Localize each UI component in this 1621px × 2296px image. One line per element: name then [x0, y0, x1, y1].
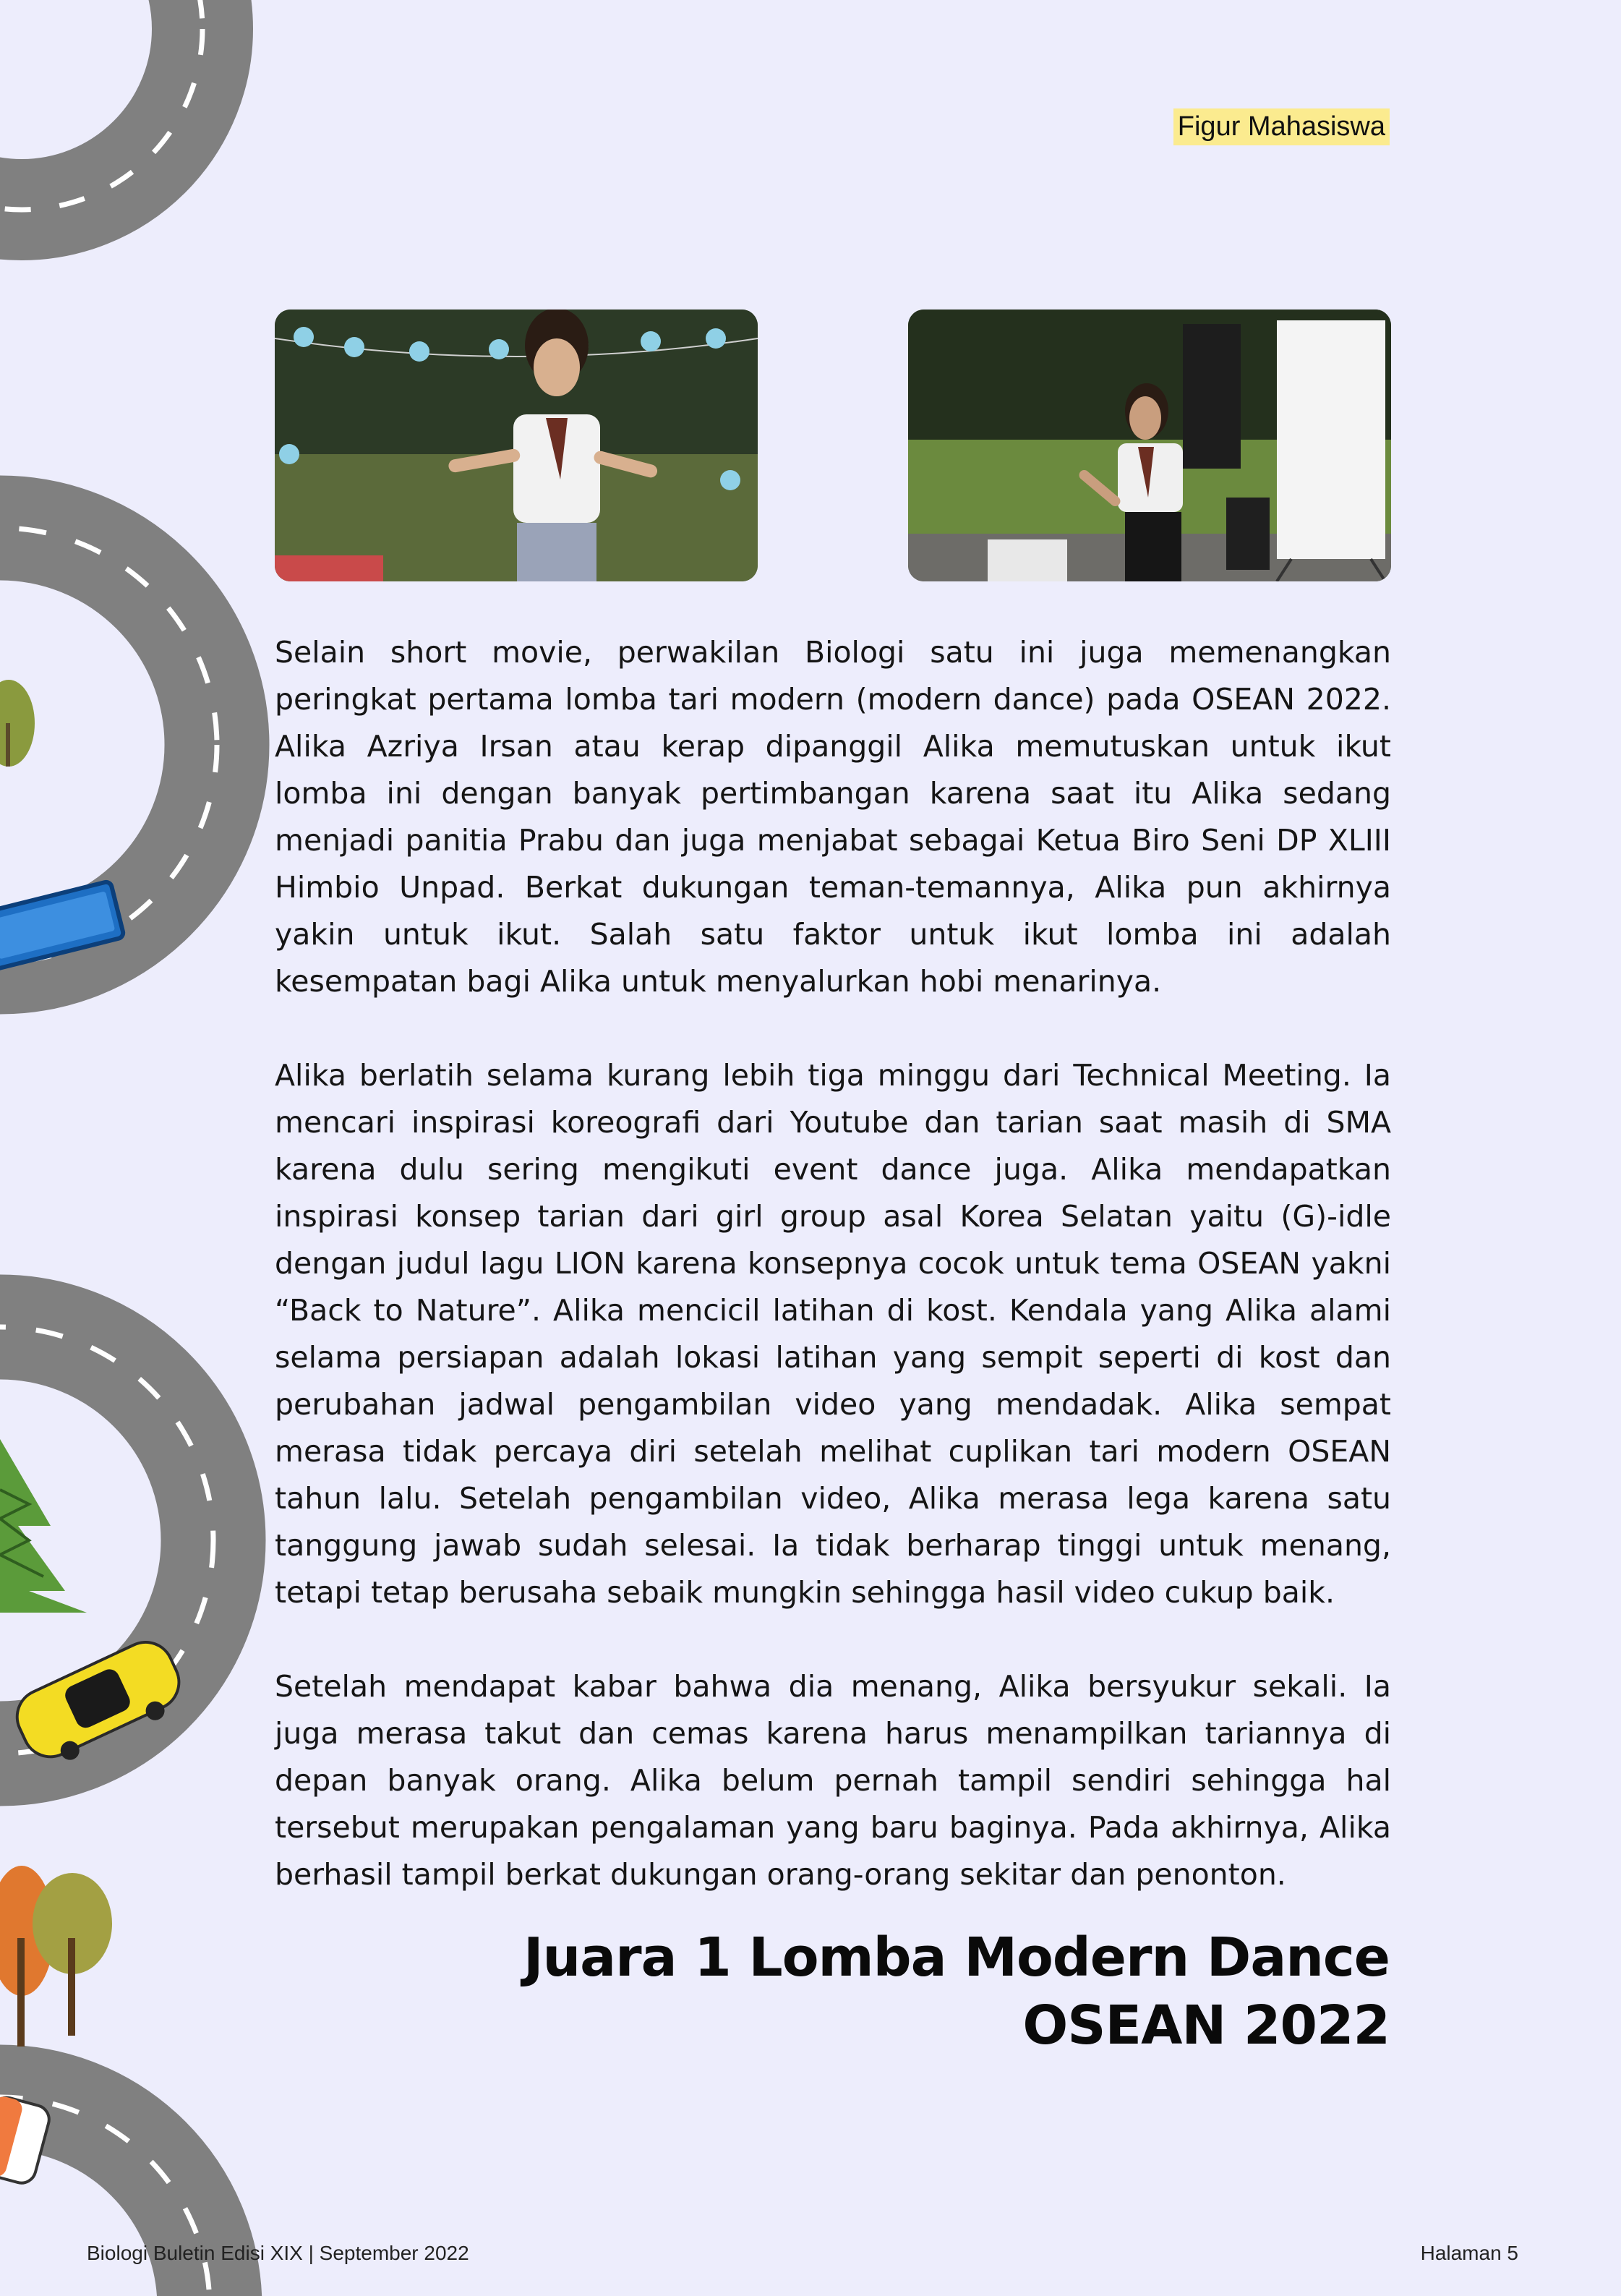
article-headline: Juara 1 Lomba Modern Dance OSEAN 2022 [523, 1926, 1390, 2057]
footer-publication: Biologi Buletin Edisi XIX | September 2022 [87, 2242, 469, 2264]
photo-dancer-posing [908, 310, 1391, 581]
article-body [275, 629, 1391, 1898]
pine-tree-icon [0, 1439, 87, 1613]
paragraph-2: Alika berlatih selama kurang lebih tiga minggu dari Technical Meeting. Ia mencari inspirasi koreografi dari Youtube dan tarian saat masih di SMA karena dulu sering mengikuti event dance juga. Alika mendapatkan inspirasi konsep tarian dari girl group asal Korea Selatan yaitu (G)-idle dengan judul lagu LION karena konsepnya cocok untuk tema OSEAN yakni “Back to Nature”. Alika mencicil latihan di kost. Kendala yang Alika alami selama persiapan adalah lokasi latihan yang sempit seperti di kost dan perubahan jadwal pengambilan video yang mendadak. Alika sempat merasa tidak percaya diri setelah melihat cuplikan tari modern OSEAN tahun lalu. Setelah pengambilan video, Alika merasa lega karena satu tanggung jawab sudah selesai. Ia tidak berharap tinggi untuk menang, tetapi tetap berusaha sebaik mungkin sehingga hasil video cukup baik. [275, 1058, 1391, 1610]
tree-icon [0, 680, 35, 767]
photo-dancer-smiling [275, 310, 758, 581]
autumn-trees-icon [0, 1866, 112, 2047]
section-tag: Figur Mahasiswa [1173, 108, 1390, 145]
orange-car-icon [0, 2094, 52, 2186]
footer-page-number: Halaman 5 [1420, 2242, 1518, 2264]
paragraph-3: Setelah mendapat kabar bahwa dia menang, Alika bersyukur sekali. Ia juga merasa takut dan cemas karena harus menampilkan tariannya di depan banyak orang. Alika belum pernah tampil sendiri sehingga hal tersebut merupakan pengalaman yang baru baginya. Pada akhirnya, Alika berhasil tampil berkat dukungan orang-orang sekitar dan penonton. [275, 1669, 1391, 1892]
road-decoration [0, 0, 289, 2296]
paragraph-1: Selain short movie, perwakilan Biologi satu ini juga memenangkan peringkat pertama lomba tari modern (modern dance) pada OSEAN 2022. Alika Azriya Irsan atau kerap dipanggil Alika memutuskan untuk ikut lomba ini dengan banyak pertimbangan karena saat itu Alika sedang menjadi panitia Prabu dan juga menjabat sebagai Ketua Biro Seni DP XLIII Himbio Unpad. Berkat dukungan teman-temannya, Alika pun akhirnya yakin untuk ikut. Salah satu faktor untuk ikut lomba ini adalah kesempatan bagi Alika untuk menyalurkan hobi menarinya. [275, 635, 1391, 999]
